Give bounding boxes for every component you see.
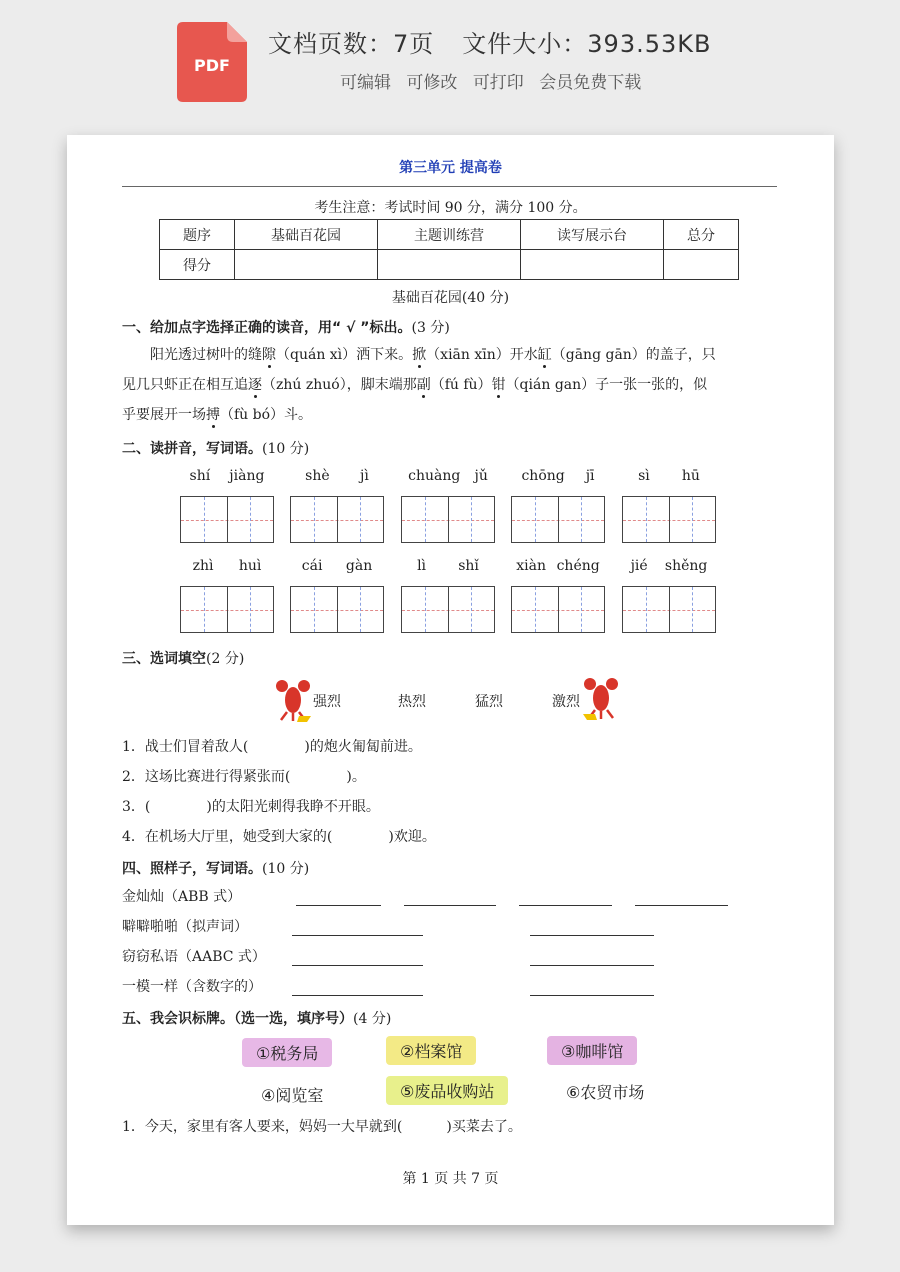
section-title: 基础百花园(40 分) — [391, 290, 510, 306]
score-table — [159, 219, 739, 280]
question-4-title: 四、照样子，写词语。(10 分) — [122, 861, 310, 877]
writing-grid[interactable] — [401, 496, 495, 543]
question-1-line-2: 见几只虾正在相互追逐（zhú zhuó），脚末端那副（fú fù）钳（qián gan）子一张一张的，似 — [122, 377, 708, 393]
pinyin-label: chōng jī — [521, 468, 595, 484]
answer-line[interactable] — [404, 905, 496, 906]
example-word: 窃窃私语（AABC 式） — [122, 949, 266, 965]
lobster-icon — [581, 676, 621, 720]
sign-tax-bureau: ①税务局 — [242, 1038, 332, 1067]
fill-blank-item: 1．今天，家里有客人要来，妈妈一大早就到( )买菜去了。 — [122, 1119, 522, 1135]
pdf-badge-label: PDF — [194, 56, 230, 75]
page-count: 文档页数：7页 — [268, 30, 435, 58]
question-1-line-1: 阳光透过树叶的缝隙（quán xì）洒下来。掀（xiān xīn）开水缸（gāng gān）的盖子，只 — [150, 347, 716, 363]
document-page — [67, 135, 834, 1225]
fill-blank-item: 1．战士们冒着敌人( )的炮火匍匐前进。 — [122, 739, 422, 755]
table-cell: 读写展示台 — [521, 220, 664, 250]
table-cell: 基础百花园 — [235, 220, 378, 250]
question-1-line-3: 乎要展开一场搏（fù bó）斗。 — [122, 407, 313, 423]
writing-grid[interactable] — [511, 586, 605, 633]
pinyin-label: xiàn chéng — [516, 558, 600, 574]
question-2-title: 二、读拼音，写词语。(10 分) — [122, 441, 310, 457]
unit-title: 第三单元 提高卷 — [399, 160, 502, 176]
table-row — [160, 220, 739, 250]
writing-grid[interactable] — [290, 586, 384, 633]
pdf-file-icon — [177, 22, 247, 102]
table-cell: 得分 — [160, 250, 235, 280]
feature-printable: 可打印 — [472, 73, 524, 93]
writing-grid[interactable] — [180, 586, 274, 633]
answer-line[interactable] — [296, 905, 381, 906]
writing-grid[interactable] — [180, 496, 274, 543]
table-cell: 总分 — [664, 220, 739, 250]
question-5-title: 五、我会识标牌。（选一选，填序号）(4 分) — [122, 1011, 392, 1027]
fill-blank-item: 2．这场比赛进行得紧张而( )。 — [122, 769, 366, 785]
writing-grid[interactable] — [511, 496, 605, 543]
sign-cafe: ③咖啡馆 — [547, 1036, 637, 1065]
document-meta — [268, 24, 711, 59]
pinyin-label: shè jì — [305, 468, 369, 484]
title-divider — [122, 186, 777, 187]
fill-blank-item: 4．在机场大厅里，她受到大家的( )欢迎。 — [122, 829, 436, 845]
sign-archives: ②档案馆 — [386, 1036, 476, 1065]
score-input-cell[interactable] — [235, 250, 378, 280]
answer-line[interactable] — [292, 965, 423, 966]
answer-line[interactable] — [530, 995, 654, 996]
sign-recycling-station: ⑤废品收购站 — [386, 1076, 508, 1105]
word-option: 激烈 — [552, 694, 580, 710]
score-input-cell[interactable] — [664, 250, 739, 280]
answer-line[interactable] — [519, 905, 612, 906]
example-word: 一模一样（含数字的） — [122, 979, 262, 995]
pinyin-label: zhì huì — [192, 558, 262, 574]
pinyin-label: jié shěng — [630, 558, 708, 574]
pinyin-label: sì hū — [638, 468, 700, 484]
question-1-title: 一、给加点字选择正确的读音，用“ √ ”标出。(3 分) — [122, 320, 450, 336]
feature-list — [340, 68, 651, 93]
feature-modifiable: 可修改 — [406, 73, 458, 93]
file-size: 文件大小：393.53KB — [462, 30, 712, 58]
sign-farmers-market: ⑥农贸市场 — [566, 1083, 645, 1102]
pinyin-label: cái gàn — [301, 558, 373, 574]
pinyin-label: chuàng jǔ — [408, 468, 488, 484]
example-word: 噼噼啪啪（拟声词） — [122, 919, 248, 935]
feature-member-download: 会员免费下载 — [539, 73, 642, 93]
table-row — [160, 250, 739, 280]
example-word: 金灿灿（ABB 式） — [122, 889, 242, 905]
writing-grid[interactable] — [622, 496, 716, 543]
answer-line[interactable] — [292, 995, 423, 996]
sign-reading-room: ④阅览室 — [261, 1086, 324, 1105]
word-option: 猛烈 — [475, 694, 503, 710]
answer-line[interactable] — [635, 905, 728, 906]
score-input-cell[interactable] — [521, 250, 664, 280]
fill-blank-item: 3．( )的太阳光刺得我睁不开眼。 — [122, 799, 380, 815]
answer-line[interactable] — [530, 965, 654, 966]
table-cell: 题序 — [160, 220, 235, 250]
feature-editable: 可编辑 — [340, 73, 391, 93]
writing-grid[interactable] — [290, 496, 384, 543]
writing-grid[interactable] — [622, 586, 716, 633]
lobster-icon — [273, 678, 313, 722]
page-footer: 第 1 页 共 7 页 — [402, 1171, 499, 1187]
pinyin-label: shí jiàng — [189, 468, 265, 484]
answer-line[interactable] — [530, 935, 654, 936]
exam-notice: 考生注意：考试时间 90 分，满分 100 分。 — [314, 200, 587, 216]
score-input-cell[interactable] — [378, 250, 521, 280]
question-3-title: 三、选词填空(2 分) — [122, 651, 245, 667]
word-option: 热烈 — [398, 694, 426, 710]
answer-line[interactable] — [292, 935, 423, 936]
writing-grid[interactable] — [401, 586, 495, 633]
word-option: 强烈 — [313, 694, 341, 710]
table-cell: 主题训练营 — [378, 220, 521, 250]
pinyin-label: lì shǐ — [417, 558, 479, 574]
